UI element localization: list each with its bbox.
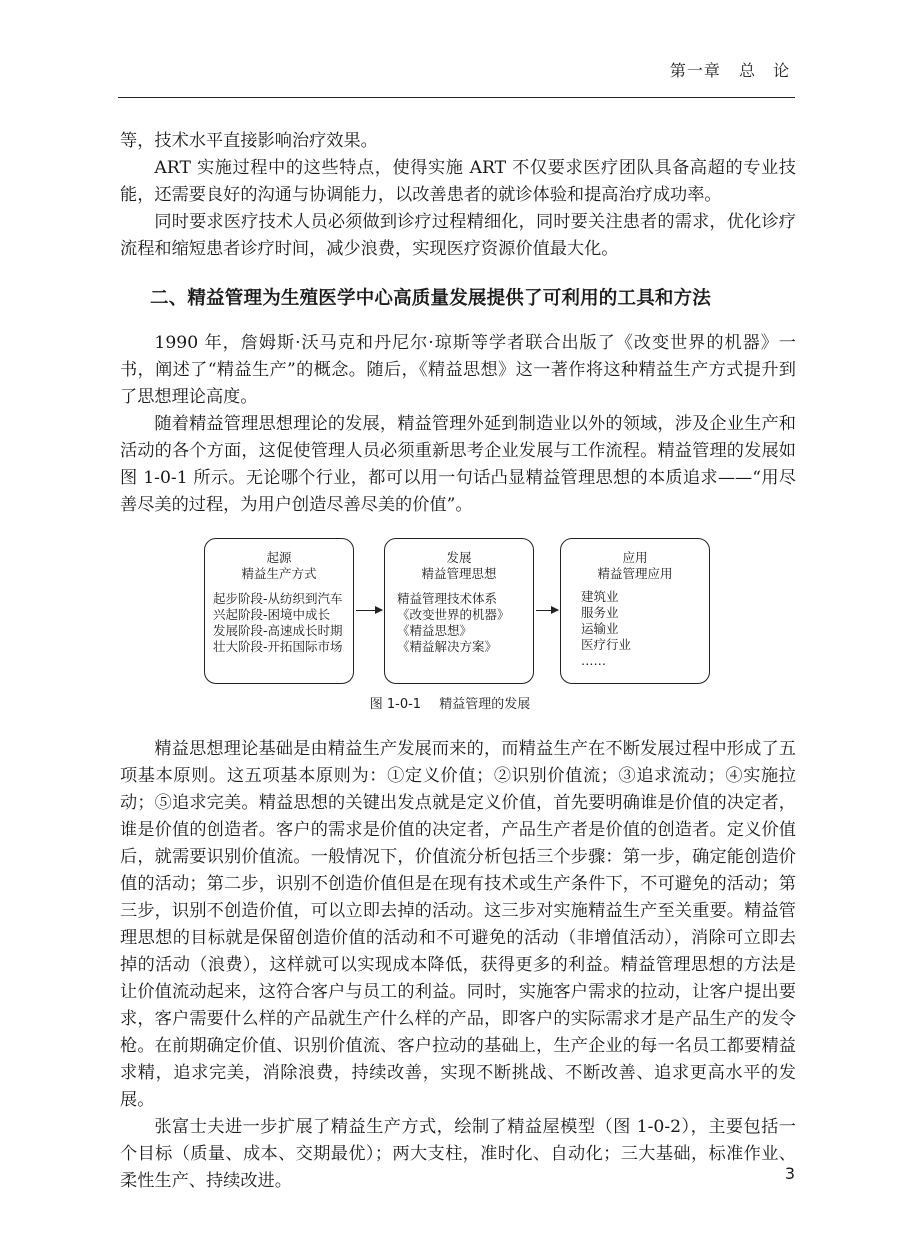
box-items: [205, 591, 353, 655]
chapter-title: 总 论: [738, 61, 790, 80]
box-items: [561, 589, 709, 669]
paragraph: ART 实施过程中的这些特点，使得实施 ART 不仅要求医疗团队具备高超的专业技能，还需要良好的沟通与协调能力，以改善患者的就诊体验和提高治疗成功率。: [120, 158, 796, 205]
body-text-bottom: [120, 736, 796, 1195]
chapter-number: 第一章: [669, 61, 721, 80]
box-item: 建筑业: [581, 589, 619, 604]
box-subtitle: 精益管理应用: [597, 566, 673, 581]
box-item: 服务业: [581, 605, 619, 620]
running-header: [658, 58, 790, 81]
box-item: ……: [581, 653, 606, 668]
paragraph: 1990 年，詹姆斯·沃马克和丹尼尔·琼斯等学者联合出版了《改变世界的机器》一书，阐述了“精益生产”的概念。随后，《精益思想》这一著作将这种精益生产方式提升到了思想理论高度。: [120, 333, 796, 407]
box-subtitle: 精益生产方式: [241, 566, 317, 581]
box-item: 壮大阶段-开拓国际市场: [213, 639, 343, 654]
paragraph: 等，技术水平直接影响治疗效果。: [120, 131, 378, 151]
box-subtitle: 精益管理思想: [421, 566, 497, 581]
box-item: 精益管理技术体系: [397, 591, 498, 606]
paragraph: 同时要求医疗技术人员必须做到诊疗过程精细化，同时要关注患者的需求，优化诊疗流程和缩短患者诊疗时间，减少浪费，实现医疗资源价值最大化。: [120, 212, 796, 259]
arrow-icon: [356, 610, 382, 611]
box-title: 起源: [266, 550, 292, 565]
header-rule: [118, 97, 795, 98]
paragraph: 精益思想理论基础是由精益生产发展而来的，而精益生产在不断发展过程中形成了五项基本原则。这五项基本原则为：①定义价值；②识别价值流；③追求流动；④实施拉动；⑤追求完美。精益思想的关键出发点就是定义价值，首先要明确谁是价值的决定者，谁是价值的创造者。客户的需求是价值的决定者，产品生产者是价值的创造者。定义价值后，就需要识别价值流。一般情况下，价值流分析包括三个步骤：第一步，确定能创造价值的活动；第二步，识别不创造价值但是在现有技术或生产条件下，不可避免的活动；第三步，识别不创造价值，可以立即去掉的活动。这三步对实施精益生产至关重要。精益管理思想的目标就是保留创造价值的活动和不可避免的活动（非增值活动），消除可立即去掉的活动（浪费），这样就可以实现成本降低，获得更多的利益。精益管理思想的方法是让价值流动起来，这符合客户与员工的利益。同时，实施客户需求的拉动，让客户提出要求，客户需要什么样的产品就生产什么样的产品，即客户的实际需求才是产品生产的发令枪。在前期确定价值、识别价值流、客户拉动的基础上，生产企业的每一名员工都要精益求精，追求完美，消除浪费，持续改善，实现不断挑战、不断改善、追求更高水平的发展。: [120, 739, 796, 1110]
paragraph: 随着精益管理思想理论的发展，精益管理外延到制造业以外的领域，涉及企业生产和活动的各个方面，这促使管理人员必须重新思考企业发展与工作流程。精益管理的发展如图 1-0-1 所示。无论哪个行业，都可以用一句话凸显精益管理思想的本质追求——“用尽善尽美的过程，为用户创造尽善尽美的价值”。: [120, 414, 796, 515]
box-item: 《精益解决方案》: [397, 639, 498, 654]
box-item: 医疗行业: [581, 637, 632, 652]
arrow-icon: [536, 610, 558, 611]
box-item: 运输业: [581, 621, 619, 636]
figure-box-origin: [204, 538, 354, 684]
figure-caption: [0, 693, 900, 712]
figure-lean-development: [204, 538, 710, 686]
figure-caption-number: 图 1-0-1: [369, 697, 422, 712]
figure-box-application: [560, 538, 710, 684]
page-number: 3: [784, 1164, 795, 1183]
box-item: 起步阶段-从纺织到汽车: [213, 591, 343, 606]
box-item: 《精益思想》: [397, 623, 473, 638]
section-heading: 二、精益管理为生殖医学中心高质量发展提供了可利用的工具和方法: [150, 288, 712, 309]
body-text-top: [120, 128, 796, 263]
box-title: 发展: [446, 550, 472, 565]
box-item: 兴起阶段-困境中成长: [213, 607, 331, 622]
figure-caption-text: 精益管理的发展: [439, 697, 531, 712]
paragraph: 张富士夫进一步扩展了精益生产方式，绘制了精益屋模型（图 1-0-2），主要包括一个目标（质量、成本、交期最优）；两大支柱，准时化、自动化；三大基础，标准作业、柔性生产、持续改进。: [120, 1117, 796, 1191]
box-item: 发展阶段-高速成长时期: [213, 623, 343, 638]
box-title: 应用: [622, 550, 648, 565]
body-text-mid: [120, 330, 796, 519]
figure-box-development: [384, 538, 534, 684]
box-item: 《改变世界的机器》: [397, 607, 510, 622]
box-items: [385, 591, 533, 655]
